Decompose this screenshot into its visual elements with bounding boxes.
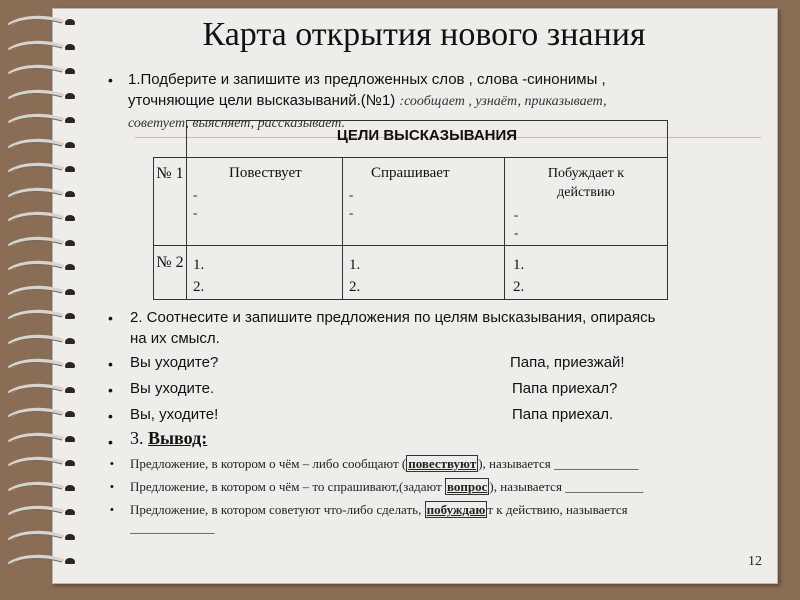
bullet-icon: • xyxy=(110,458,114,470)
binding-ring xyxy=(4,407,76,417)
binding-ring xyxy=(4,285,76,295)
item-1: 1. xyxy=(349,257,361,273)
conclusion-line-2 xyxy=(130,478,643,496)
task2-text xyxy=(130,307,750,349)
task1-words-b: советует, выясняет, рассказывает. xyxy=(128,116,346,131)
page-title: Карта открытия нового знания xyxy=(202,16,646,53)
binding-ring xyxy=(4,64,76,74)
item-1: 1. xyxy=(513,257,525,273)
binding-ring xyxy=(4,138,76,148)
conclusion-3-end: т к действию, называется xyxy=(487,502,628,517)
col-asks-label: Спрашивает xyxy=(371,165,450,181)
binding-ring xyxy=(4,505,76,515)
row1-label: № 1 xyxy=(154,158,187,246)
binding-ring xyxy=(4,89,76,99)
binding-ring xyxy=(4,260,76,270)
task2-line1: 2. Соотнесите и запишите предложения по целям высказывания, опираясь xyxy=(130,309,656,326)
dash: - xyxy=(193,205,198,220)
binding-ring xyxy=(4,187,76,197)
binding-ring xyxy=(4,481,76,491)
binding-ring xyxy=(4,162,76,172)
binding-ring xyxy=(4,383,76,393)
binding-ring xyxy=(4,40,76,50)
cell-r2-asks xyxy=(343,246,505,300)
item-2: 2. xyxy=(349,279,361,295)
sentence-right-3: Папа приехал. xyxy=(512,406,614,423)
bullet-icon: • xyxy=(108,434,113,450)
task2-line2: на их смысл. xyxy=(130,330,220,347)
binding-ring xyxy=(4,358,76,368)
binding-ring xyxy=(4,334,76,344)
conclusion-2-end: ), называется ____________ xyxy=(489,479,644,494)
keyword-urge: побуждаю xyxy=(426,502,486,517)
conclusion-3-start: Предложение, в котором советуют что-либо сделать, xyxy=(130,502,425,517)
keyword-narrate: повествуют xyxy=(408,456,477,471)
binding-ring xyxy=(4,309,76,319)
sentence-right-2: Папа приехал? xyxy=(512,380,618,397)
cell-urges xyxy=(505,158,668,246)
binding-ring xyxy=(4,211,76,221)
table-row-2 xyxy=(154,246,668,300)
cell-r2-urges xyxy=(505,246,668,300)
cell-narrates xyxy=(187,158,343,246)
sentence-right-1: Папа, приезжай! xyxy=(510,354,625,371)
conclusion-3-blank: _____________ xyxy=(130,520,215,535)
item-2: 2. xyxy=(513,279,525,295)
row2-label: № 2 xyxy=(154,246,187,300)
table-row-1 xyxy=(154,158,668,246)
sentence-left-1: Вы уходите? xyxy=(130,354,219,371)
bullet-icon: • xyxy=(108,356,113,372)
bullet-icon: • xyxy=(108,382,113,398)
conclusion-heading xyxy=(130,428,207,449)
sentence-left-2: Вы уходите. xyxy=(130,380,215,397)
bullet-icon: • xyxy=(110,504,114,516)
binding-ring xyxy=(4,113,76,123)
dash: - xyxy=(349,205,354,220)
binding-ring xyxy=(4,236,76,246)
conclusion-1-start: Предложение, в котором о чём – либо сообщают ( xyxy=(130,456,407,471)
bullet-icon: • xyxy=(108,310,113,326)
binding-ring xyxy=(4,432,76,442)
bullet-icon: • xyxy=(108,72,113,88)
binding-ring xyxy=(4,530,76,540)
bullet-icon: • xyxy=(110,481,114,493)
col-narrates-label: Повествует xyxy=(229,165,302,181)
task1-line2: уточняющие цели высказываний.(№1) xyxy=(128,92,396,109)
dash: - xyxy=(514,225,519,240)
bullet-icon: • xyxy=(108,408,113,424)
page-number: 12 xyxy=(748,554,762,569)
item-2: 2. xyxy=(193,279,205,295)
table-header: ЦЕЛИ ВЫСКАЗЫВАНИЯ xyxy=(187,121,668,158)
item-1: 1. xyxy=(193,257,205,273)
conclusion-2-start: Предложение, в котором о чём – то спрашивают,(задают xyxy=(130,479,445,494)
task1-line1: 1.Подберите и запишите из предложенных слов , слова -синонимы , xyxy=(128,71,606,88)
binding-ring xyxy=(4,15,76,25)
sentence-left-3: Вы, уходите! xyxy=(130,406,219,423)
conclusion-line-3 xyxy=(130,501,730,537)
conclusion-1-end: ), называется _____________ xyxy=(478,456,639,471)
cell-r2-narrates xyxy=(187,246,343,300)
goals-table xyxy=(153,120,668,300)
dash: - xyxy=(193,187,198,202)
conclusion-title: Вывод: xyxy=(148,428,208,448)
conclusion-line-1 xyxy=(130,455,638,473)
keyword-question: вопрос xyxy=(446,479,488,494)
binding-ring xyxy=(4,554,76,564)
dash: - xyxy=(514,207,519,222)
dash: - xyxy=(349,187,354,202)
col-urges-label: Побуждает к действию xyxy=(547,166,625,200)
task1-words-a: :сообщает , узнаёт, приказывает, xyxy=(399,94,607,109)
conclusion-number: 3. xyxy=(130,428,144,448)
binding-ring xyxy=(4,456,76,466)
cell-asks xyxy=(343,158,505,246)
